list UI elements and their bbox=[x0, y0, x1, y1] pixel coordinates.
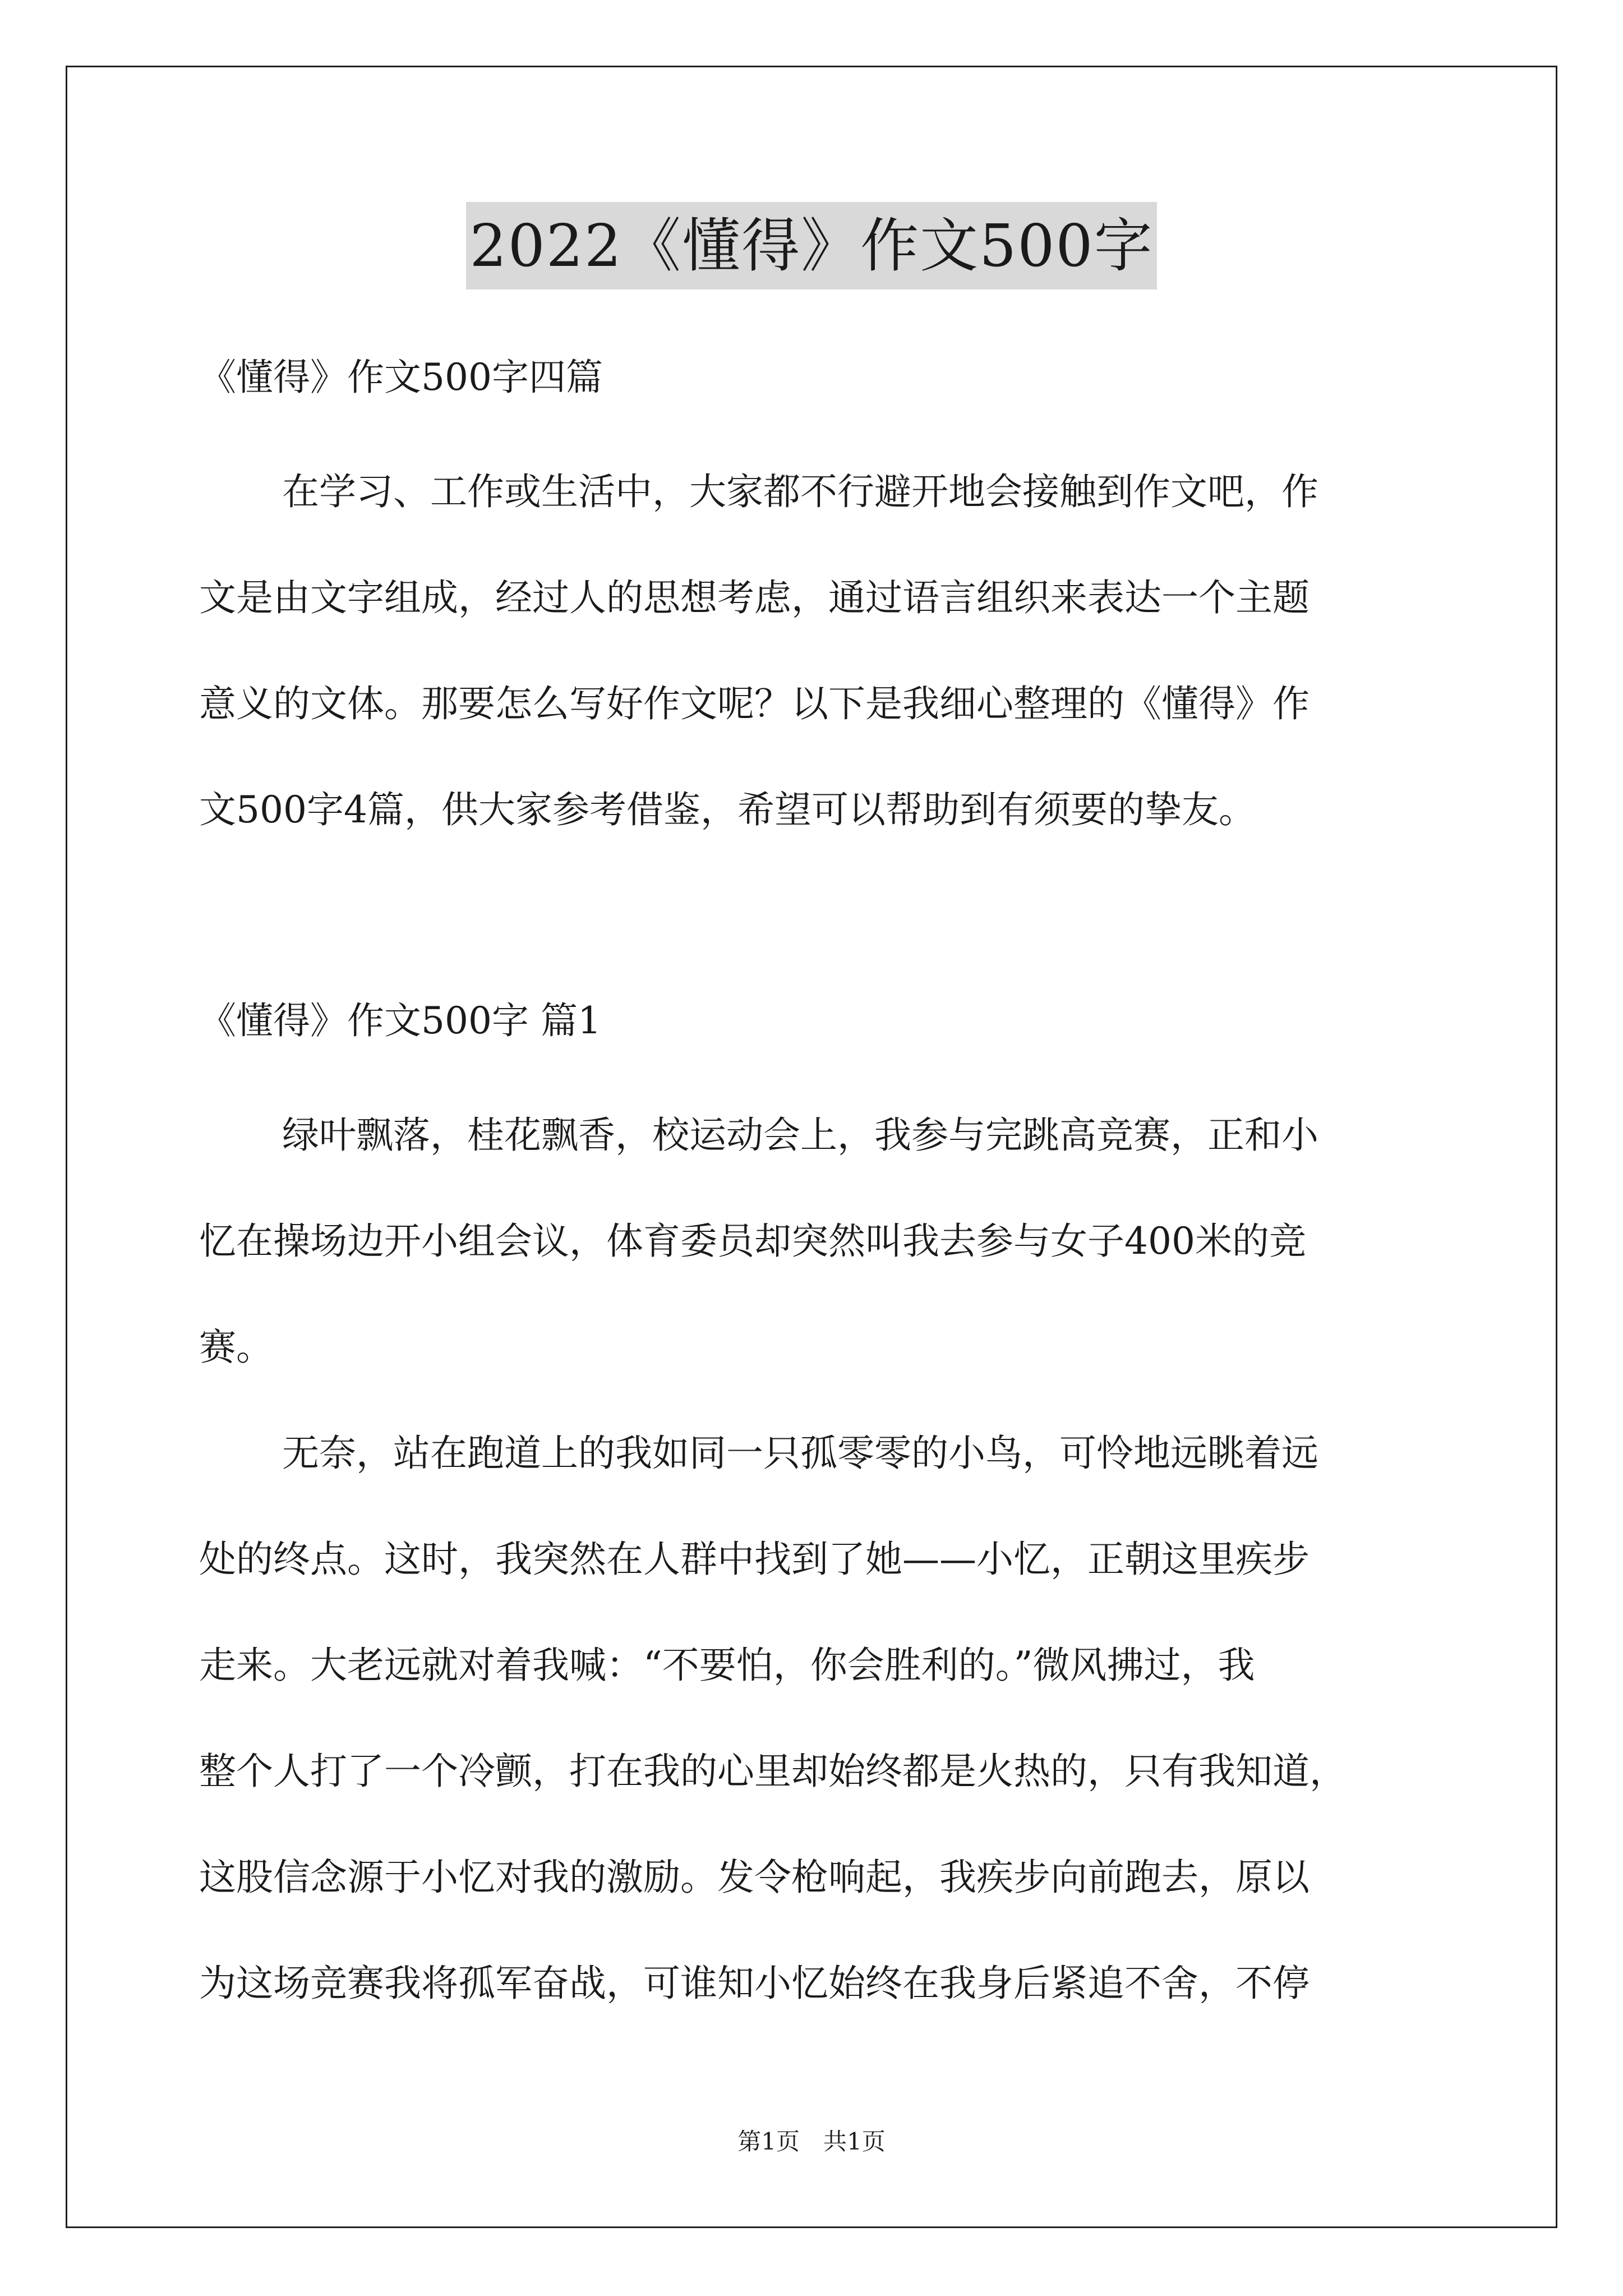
paragraph-line: 整个人打了一个冷颤，打在我的心里却始终都是火热的，只有我知道， bbox=[199, 1750, 1347, 1793]
paragraph-line: 处的终点。这时，我突然在人群中找到了她——小忆，正朝这里疾步 bbox=[199, 1538, 1310, 1581]
paragraph-2 bbox=[199, 1400, 1427, 2036]
intro-paragraph bbox=[199, 439, 1427, 863]
paragraph-line: 在学习、工作或生活中，大家都不行避开地会接触到作文吧，作 bbox=[282, 470, 1318, 513]
document-subtitle: 《懂得》作文500字四篇 bbox=[199, 356, 603, 399]
document-title: 2022《懂得》作文500字 bbox=[466, 202, 1156, 289]
paragraph-line: 无奈，站在跑道上的我如同一只孤零零的小鸟，可怜地远眺着远 bbox=[282, 1432, 1318, 1475]
paragraph-line: 忆在操场边开小组会议，体育委员却突然叫我去参与女子400米的竞 bbox=[199, 1220, 1306, 1263]
paragraph-line: 文500字4篇，供大家参考借鉴，希望可以帮助到有须要的挚友。 bbox=[199, 788, 1256, 831]
page-footer: 第1页 共1页 bbox=[737, 2128, 886, 2155]
paragraph-line: 意义的文体。那要怎么写好作文呢？以下是我细心整理的《懂得》作 bbox=[199, 682, 1310, 725]
paragraph-line: 赛。 bbox=[199, 1326, 273, 1369]
paragraph-line: 走来。大老远就对着我喊：“不要怕，你会胜利的。”微风拂过，我 bbox=[199, 1644, 1255, 1687]
paragraph-1 bbox=[199, 1082, 1427, 1400]
paragraph-line: 这股信念源于小忆对我的激励。发令枪响起，我疾步向前跑去，原以 bbox=[199, 1856, 1310, 1899]
section-heading: 《懂得》作文500字 篇1 bbox=[199, 999, 601, 1042]
paragraph-line: 文是由文字组成，经过人的思想考虑，通过语言组织来表达一个主题 bbox=[199, 576, 1310, 619]
paragraph-line: 绿叶飘落，桂花飘香，校运动会上，我参与完跳高竞赛，正和小 bbox=[282, 1114, 1318, 1157]
paragraph-line: 为这场竞赛我将孤军奋战，可谁知小忆始终在我身后紧追不舍，不停 bbox=[199, 1962, 1310, 2005]
title-container bbox=[0, 202, 1623, 289]
